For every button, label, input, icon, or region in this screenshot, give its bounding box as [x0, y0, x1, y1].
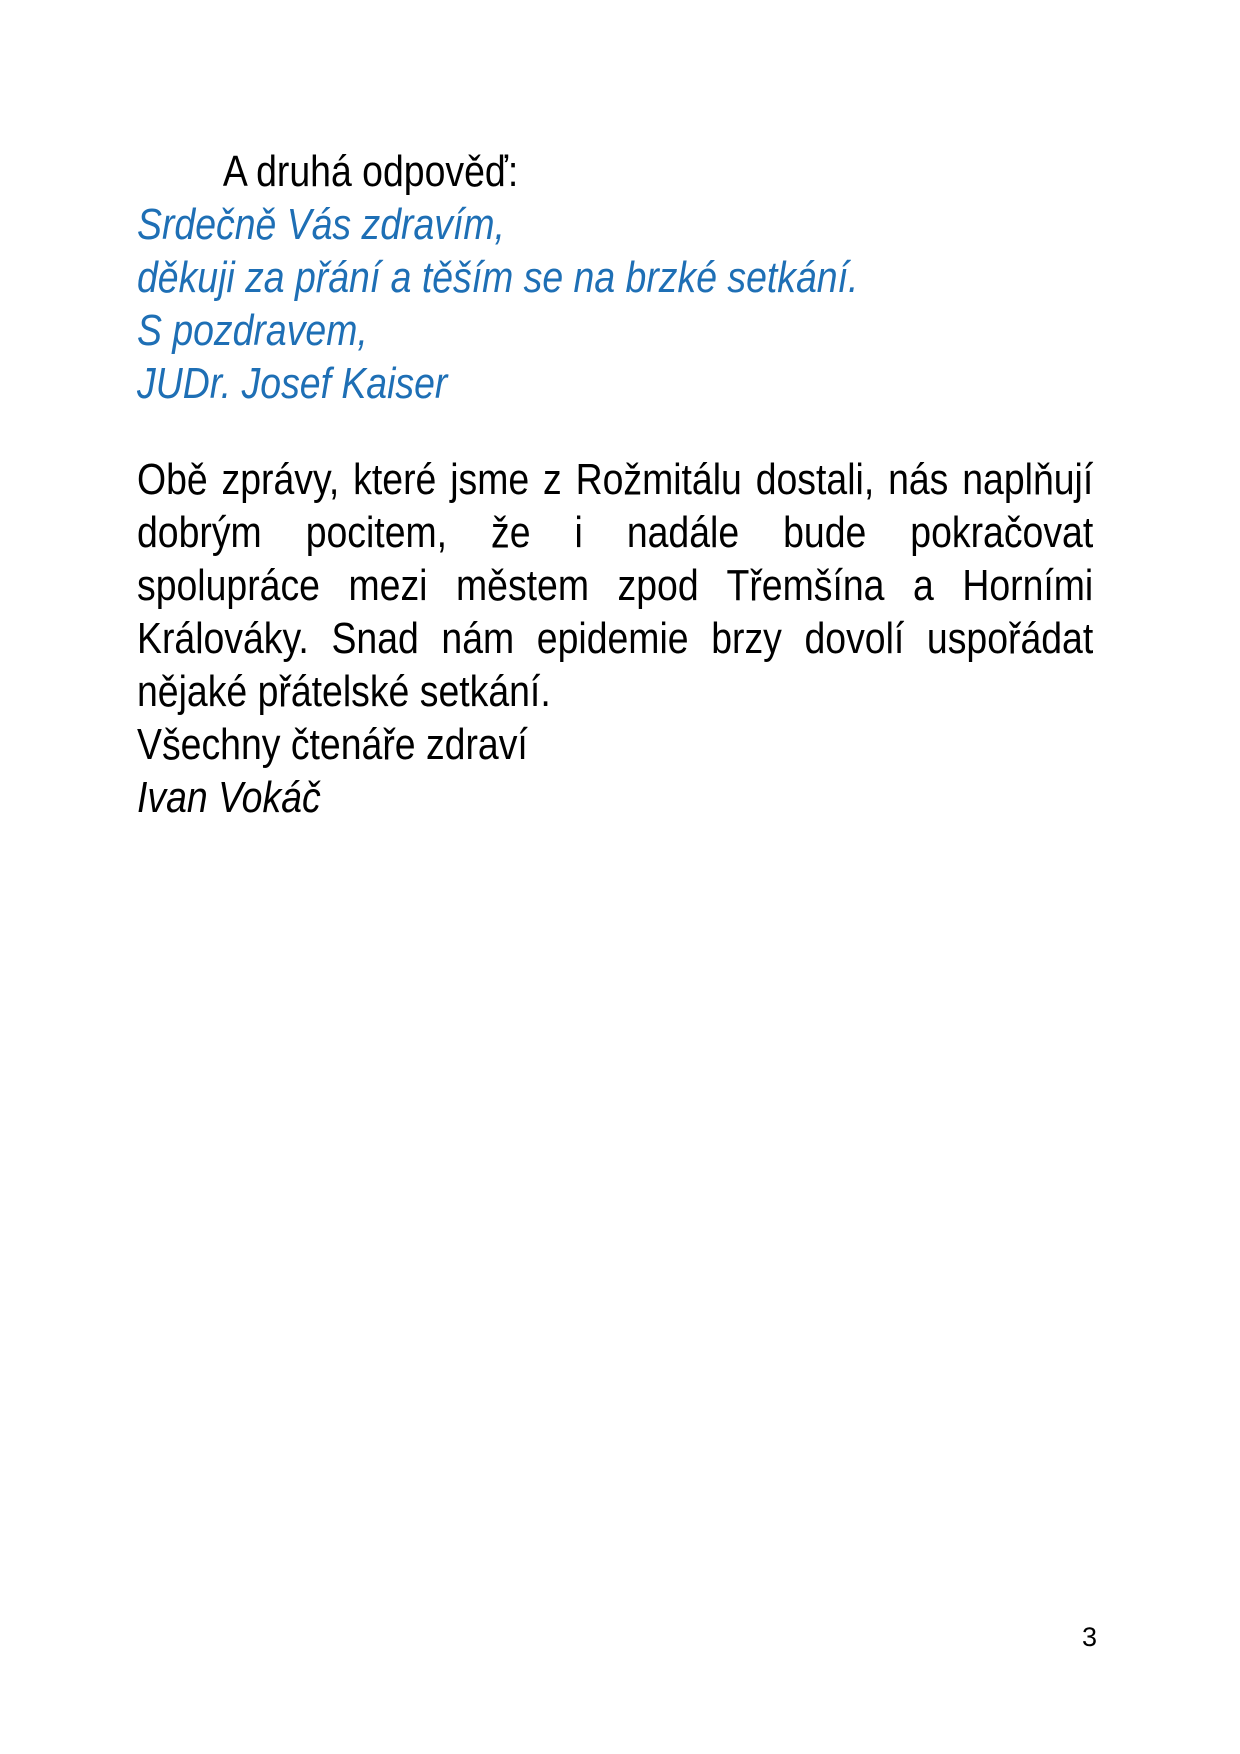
body-paragraph-line: spolupráce mezi městem zpod Třemšína a Horními [137, 561, 1094, 610]
body-paragraph-line: Králováky. Snad nám epidemie brzy dovolí uspořádat [137, 614, 1094, 663]
signature-line: Ivan Vokáč [137, 773, 321, 822]
quote-line-regards: S pozdravem, [137, 306, 368, 355]
body-paragraph-line: nějaké přátelské setkání. [137, 667, 551, 716]
opening-line: A druhá odpověď: [222, 147, 519, 196]
quote-line-greeting: Srdečně Vás zdravím, [137, 200, 505, 249]
page-content [137, 145, 1093, 824]
quote-line-thanks: děkuji za přání a těším se na brzké setkání. [137, 253, 859, 302]
page-number: 3 [1081, 1622, 1097, 1652]
body-paragraph-line: Obě zprávy, které jsme z Rožmitálu dostali, nás naplňují [137, 455, 1094, 504]
quote-line-signature: JUDr. Josef Kaiser [137, 359, 448, 408]
body-paragraph [137, 453, 1093, 718]
closing-line: Všechny čtenáře zdraví [137, 720, 528, 769]
body-paragraph-line: dobrým pocitem, že i nadále bude pokračovat [137, 508, 1094, 557]
